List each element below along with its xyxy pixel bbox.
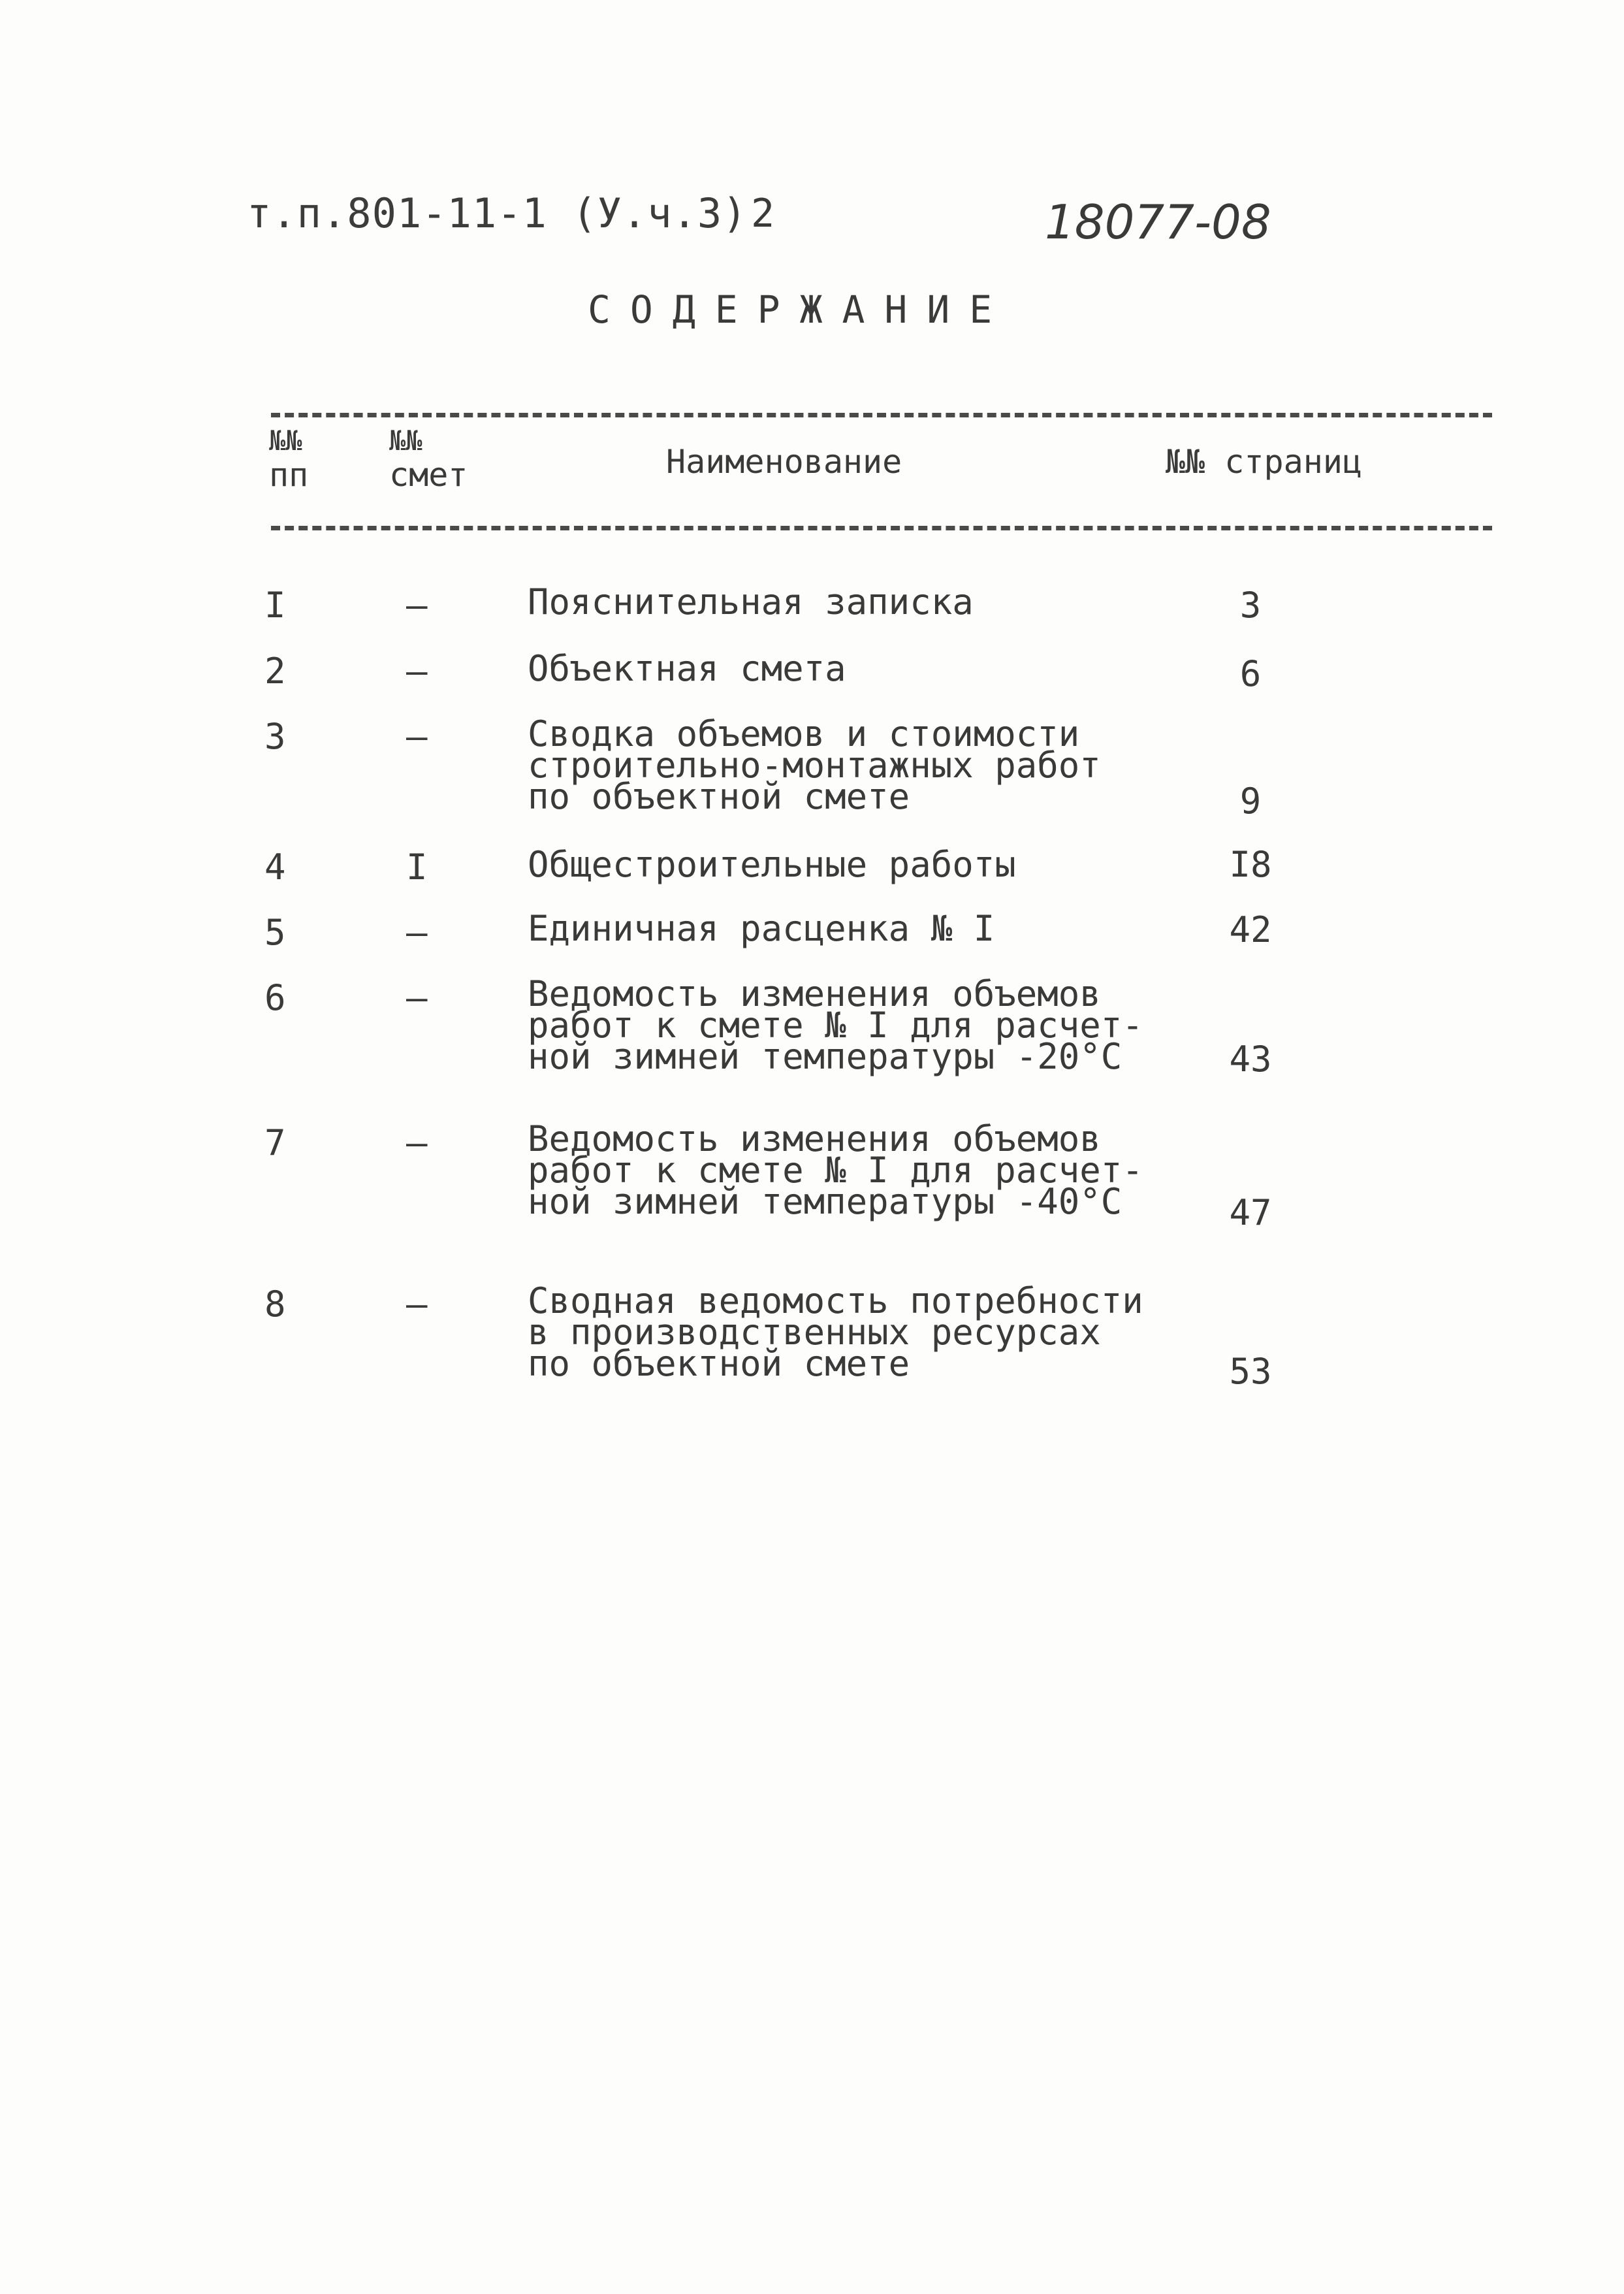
row-4-name-line: Общестроительные работы — [528, 844, 1016, 885]
row-4-name — [528, 844, 1016, 885]
row-5-number: 5 — [264, 912, 286, 953]
row-8-estimate: – — [406, 1284, 428, 1325]
row-6-name-line: ной зимней температуры -20°С — [528, 1036, 1122, 1077]
row-3-name-line: Сводка объемов и стоимости — [528, 713, 1080, 754]
row-1-page: 3 — [1239, 585, 1262, 626]
document-code: т.п.801-11-1 (У.ч.3) — [247, 189, 748, 237]
col-header-pages: №№ страниц — [1166, 443, 1363, 481]
row-8-name-line: в производственных ресурсах — [528, 1312, 1101, 1353]
row-7-estimate: – — [406, 1122, 428, 1163]
row-3-estimate: – — [406, 716, 428, 757]
row-6-estimate: – — [406, 977, 428, 1018]
row-2-number: 2 — [264, 651, 286, 692]
row-8-name-line: Сводная ведомость потребности — [528, 1280, 1143, 1321]
row-7-name — [528, 1118, 1143, 1222]
row-1-name-line: Пояснительная записка — [528, 581, 974, 622]
row-5-name-line: Единичная расценка № I — [528, 908, 995, 949]
row-1-name — [528, 581, 974, 622]
row-2-estimate: – — [406, 651, 428, 692]
table-header-divider — [271, 526, 1492, 530]
row-3-page: 9 — [1239, 781, 1262, 822]
row-2-name — [528, 648, 846, 689]
row-5-estimate: – — [406, 912, 428, 953]
document-number: 18077-08 — [1045, 195, 1271, 250]
row-3-number: 3 — [264, 716, 286, 757]
row-5-page: 42 — [1229, 909, 1272, 950]
col-header-name: Наименование — [666, 443, 902, 481]
row-6-name — [528, 973, 1143, 1077]
row-4-page: I8 — [1229, 844, 1272, 885]
row-2-page: 6 — [1239, 653, 1262, 694]
row-8-number: 8 — [264, 1284, 286, 1325]
row-4-number: 4 — [264, 847, 286, 888]
page-title: СОДЕРЖАНИЕ — [588, 287, 1012, 332]
row-3-name-line: строительно-монтажных работ — [528, 745, 1101, 786]
row-6-name-line: Ведомость изменения объемов — [528, 973, 1101, 1014]
row-1-estimate: – — [406, 585, 428, 626]
row-7-page: 47 — [1229, 1192, 1272, 1233]
row-8-name — [528, 1280, 1143, 1384]
col-header-no-symbol: №№ — [269, 425, 302, 457]
row-3-name-line: по объектной смете — [528, 776, 910, 817]
row-2-name-line: Объектная смета — [528, 648, 846, 689]
row-3-name — [528, 713, 1101, 817]
row-6-page: 43 — [1229, 1039, 1272, 1080]
row-7-name-line: ной зимней температуры -40°С — [528, 1181, 1122, 1222]
col-header-est-symbol: №№ — [389, 425, 422, 457]
row-1-number: I — [264, 585, 286, 626]
row-7-name-line: работ к смете № I для расчет- — [528, 1150, 1143, 1191]
row-5-name — [528, 908, 995, 949]
table-top-divider — [271, 413, 1492, 417]
row-8-name-line: по объектной смете — [528, 1343, 910, 1384]
row-7-name-line: Ведомость изменения объемов — [528, 1118, 1101, 1159]
col-header-est: смет — [389, 456, 468, 494]
row-8-page: 53 — [1229, 1351, 1272, 1392]
row-6-number: 6 — [264, 977, 286, 1018]
col-header-no: пп — [269, 456, 309, 494]
row-6-name-line: работ к смете № I для расчет- — [528, 1005, 1143, 1046]
row-7-number: 7 — [264, 1122, 286, 1163]
page-number: 2 — [751, 191, 775, 236]
row-4-estimate: I — [406, 847, 428, 888]
